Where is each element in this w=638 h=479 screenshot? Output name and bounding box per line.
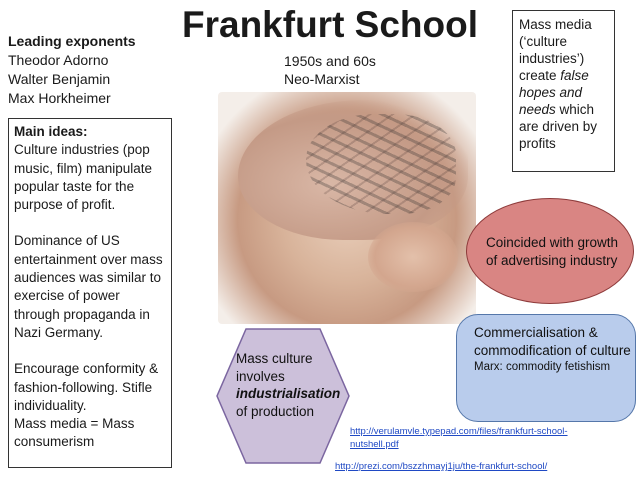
- main-idea-paragraph: Culture industries (pop music, film) manipulate popular taste for the purpose of profit.: [14, 142, 153, 213]
- tattooed-baby-photo: [218, 92, 476, 324]
- subtitle: [284, 52, 376, 88]
- commercialisation-text: Commercialisation & commodification of culture: [474, 325, 631, 358]
- mass-media-text-end: which are driven by profits: [519, 102, 598, 151]
- exponent-name: Max Horkheimer: [8, 90, 111, 106]
- mass-media-text: Mass media (‘culture industries’) create: [519, 17, 592, 83]
- main-ideas-box: [8, 118, 172, 468]
- main-idea-paragraph: Dominance of US entertainment over mass audiences was similar to exercise of power through propaganda in Nazi Germany.: [14, 233, 163, 340]
- industrialisation-emphasis: industrialisation: [236, 386, 341, 401]
- subtitle-school: Neo-Marxist: [284, 71, 360, 87]
- exponent-name: Walter Benjamin: [8, 71, 111, 87]
- commercialisation-box-text: [474, 324, 634, 375]
- exponents-heading: Leading exponents: [8, 33, 136, 49]
- mass-culture-text: [236, 350, 348, 420]
- frankfurt-nutshell-link[interactable]: http://verulamvle.typepad.com/files/frankfurt-school-nutshell.pdf: [350, 426, 568, 450]
- prezi-link[interactable]: http://prezi.com/bszzhmayj1ju/the-frankfurt-school/: [335, 461, 548, 472]
- mass-culture-text-start: Mass culture involves: [236, 351, 313, 384]
- mass-media-emphasis: false hopes and needs: [519, 68, 589, 117]
- main-idea-paragraph: Mass media = Mass consumerism: [14, 416, 135, 450]
- advertising-ellipse-text: Coincided with growth of advertising industry: [486, 235, 619, 268]
- slide-title: Frankfurt School: [182, 4, 479, 45]
- leading-exponents: [8, 32, 168, 108]
- exponent-name: Theodor Adorno: [8, 52, 109, 68]
- main-idea-paragraph: Encourage conformity & fashion-following. Stifle individuality.: [14, 361, 159, 413]
- mass-media-box: [512, 10, 615, 172]
- photo-hand-shape: [368, 222, 458, 292]
- mass-culture-text-end: of production: [236, 403, 315, 419]
- main-ideas-heading: Main ideas:: [14, 124, 88, 139]
- commodity-fetishism-text: Marx: commodity fetishism: [474, 361, 611, 373]
- subtitle-period: 1950s and 60s: [284, 53, 376, 69]
